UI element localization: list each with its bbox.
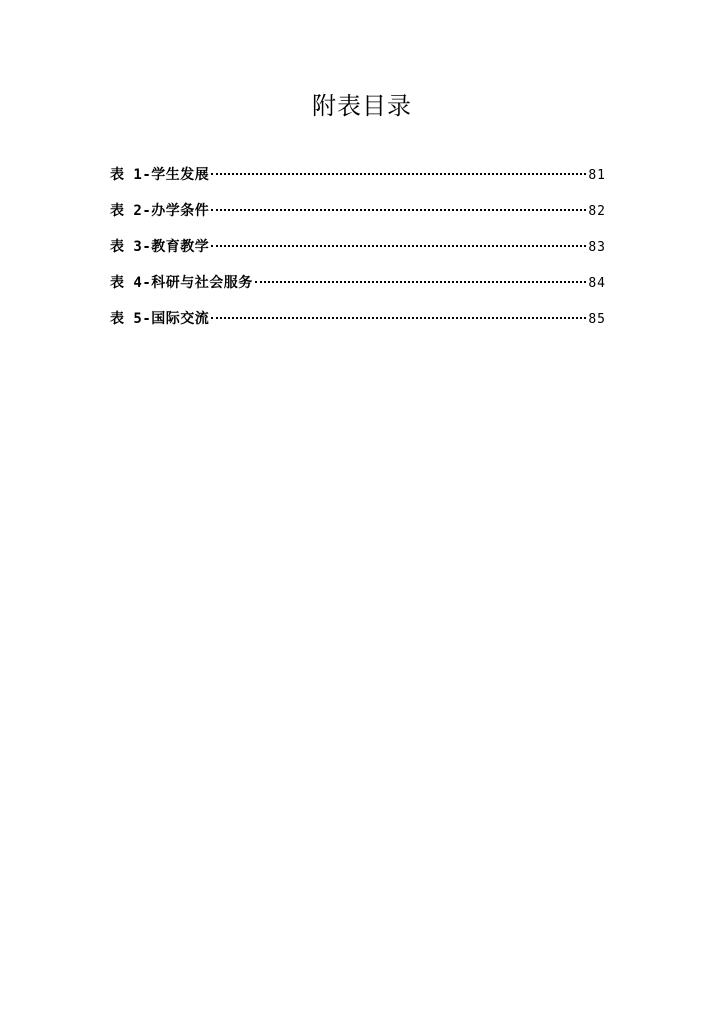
dot-leader: [211, 173, 586, 175]
toc-entry-label: 表 4-科研与社会服务: [110, 275, 253, 291]
toc-entry-international-exchange[interactable]: [110, 306, 606, 342]
toc-entry-label: 表 1-学生发展: [110, 167, 210, 183]
page-title: 附表目录: [312, 92, 412, 120]
toc-entry-label: 表 2-办学条件: [110, 203, 210, 219]
toc-entry-education-teaching[interactable]: [110, 234, 606, 270]
toc-entry-page-number: 82: [588, 204, 606, 219]
toc-entry-school-conditions[interactable]: [110, 198, 606, 234]
toc-entry-label: 表 5-国际交流: [110, 311, 210, 327]
toc-entry-page-number: 85: [588, 312, 606, 327]
toc-entry-page-number: 81: [588, 168, 606, 183]
toc-entry-student-development[interactable]: [110, 162, 606, 198]
dot-leader: [211, 245, 586, 247]
toc-entry-page-number: 84: [588, 276, 606, 291]
table-of-contents: [110, 162, 606, 342]
dot-leader: [211, 317, 586, 319]
toc-entry-label: 表 3-教育教学: [110, 239, 210, 255]
toc-entry-page-number: 83: [588, 240, 606, 255]
dot-leader: [211, 209, 586, 211]
toc-entry-research-social-service[interactable]: [110, 270, 606, 306]
dot-leader: [255, 281, 587, 283]
